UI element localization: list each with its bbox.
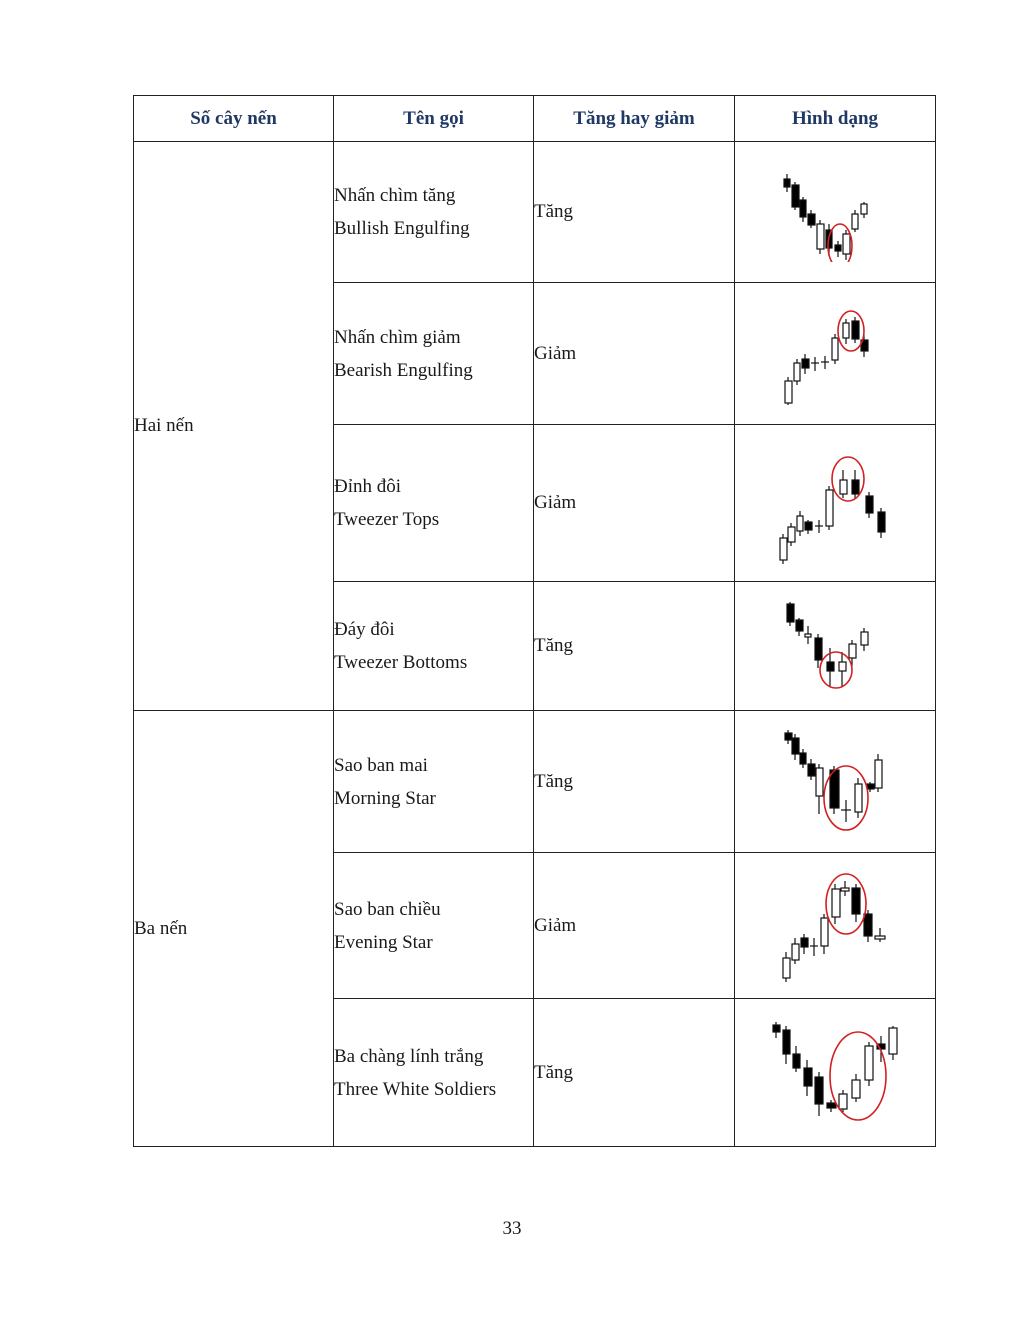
pattern-name-en: Three White Soldiers	[334, 1078, 497, 1100]
header-name: Tên gọi	[334, 96, 534, 142]
pattern-trend: Giảm	[534, 283, 735, 425]
pattern-name	[334, 999, 534, 1147]
pattern-name-en: Bullish Engulfing	[334, 218, 470, 239]
morning-star-chart	[780, 722, 890, 842]
pattern-name-vi: Sao ban mai	[334, 754, 428, 776]
bullish-engulfing-chart	[780, 162, 890, 262]
pattern-shape	[735, 999, 936, 1147]
pattern-shape	[735, 582, 936, 711]
pattern-name-en: Evening Star	[334, 931, 433, 953]
pattern-trend: Giảm	[534, 853, 735, 999]
pattern-name-vi: Ba chàng lính trắng	[334, 1045, 484, 1067]
tweezer-tops-chart	[775, 438, 895, 568]
page-number: 33	[502, 1218, 522, 1239]
pattern-name-vi: Nhấn chìm giảm	[334, 326, 461, 348]
pattern-name	[334, 711, 534, 853]
pattern-shape	[735, 283, 936, 425]
candlestick-pattern-table	[133, 95, 936, 1147]
pattern-name-en: Bearish Engulfing	[334, 359, 473, 381]
pattern-name	[334, 425, 534, 582]
pattern-name	[334, 582, 534, 711]
header-shape: Hình dạng	[735, 96, 936, 142]
pattern-name-vi: Nhấn chìm tăng	[334, 185, 456, 206]
pattern-shape	[735, 711, 936, 853]
pattern-shape	[735, 142, 936, 283]
group-label-two-candles: Hai nến	[134, 142, 334, 711]
pattern-name-vi: Sao ban chiều	[334, 898, 441, 920]
pattern-trend: Tăng	[534, 582, 735, 711]
bearish-engulfing-chart	[780, 299, 890, 409]
pattern-shape	[735, 853, 936, 999]
pattern-trend: Giảm	[534, 425, 735, 582]
pattern-name	[334, 853, 534, 999]
pattern-trend: Tăng	[534, 142, 735, 283]
header-trend: Tăng hay giảm	[534, 96, 735, 142]
three-white-soldiers-chart	[770, 1018, 900, 1128]
pattern-shape	[735, 425, 936, 582]
evening-star-chart	[778, 866, 893, 986]
pattern-name-en: Tweezer Bottoms	[334, 652, 468, 673]
table-header-row	[134, 96, 936, 142]
pattern-name	[334, 283, 534, 425]
tweezer-bottoms-chart	[780, 596, 890, 696]
pattern-name-vi: Đáy đôi	[334, 619, 395, 640]
pattern-name-en: Tweezer Tops	[334, 509, 440, 530]
pattern-name-en: Morning Star	[334, 787, 436, 809]
table-row	[134, 711, 936, 853]
table-row	[134, 142, 936, 283]
header-candle-count: Số cây nến	[134, 96, 334, 142]
pattern-trend: Tăng	[534, 999, 735, 1147]
pattern-name	[334, 142, 534, 283]
pattern-name-vi: Đỉnh đôi	[334, 476, 402, 497]
group-label-three-candles: Ba nến	[134, 711, 334, 1147]
pattern-trend: Tăng	[534, 711, 735, 853]
